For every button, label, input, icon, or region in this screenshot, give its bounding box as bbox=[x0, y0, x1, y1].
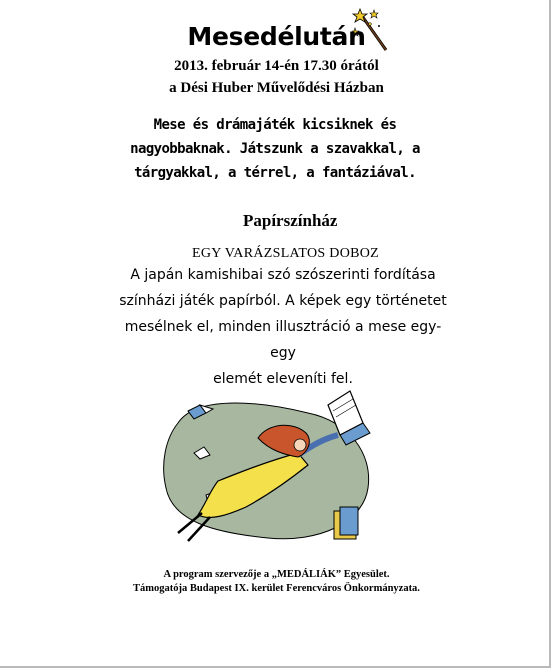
body-line: elemét eleveníti fel. bbox=[213, 371, 353, 387]
girl-with-books-illustration bbox=[158, 383, 388, 548]
intro-paragraph bbox=[110, 113, 440, 185]
body-paragraph bbox=[118, 262, 448, 392]
body-line: színházi játék papírból. A képek egy történetet bbox=[119, 293, 447, 309]
intro-line: Mese és drámajáték kicsiknek és bbox=[153, 117, 397, 133]
venue-line: a Dési Huber Művelődési Házban bbox=[169, 80, 384, 96]
body-line: mesélnek el, minden illusztráció a mese egy-egy bbox=[124, 319, 442, 361]
date-line: 2013. február 14-én 17.30 órától bbox=[174, 58, 379, 74]
poster-title: Mesedélután bbox=[187, 22, 366, 51]
section-title: Papírszínház bbox=[243, 211, 338, 230]
intro-line: tárgyakkal, a térrel, a fantáziával. bbox=[134, 165, 416, 181]
intro-line: nagyobbaknak. Játszunk a szavakkal, a bbox=[130, 141, 420, 157]
face bbox=[294, 439, 306, 451]
book-stack-icon bbox=[334, 507, 358, 539]
sponsor-line: Támogatója Budapest IX. kerület Ferencváros Önkormányzata. bbox=[133, 583, 420, 594]
section-subtitle: EGY VARÁZSLATOS DOBOZ bbox=[192, 246, 380, 261]
body-line: A japán kamishibai szó szószerinti fordítása bbox=[130, 267, 436, 283]
organizer-line: A program szervezője a „MEDÁLIÁK” Egyesület. bbox=[163, 569, 390, 580]
